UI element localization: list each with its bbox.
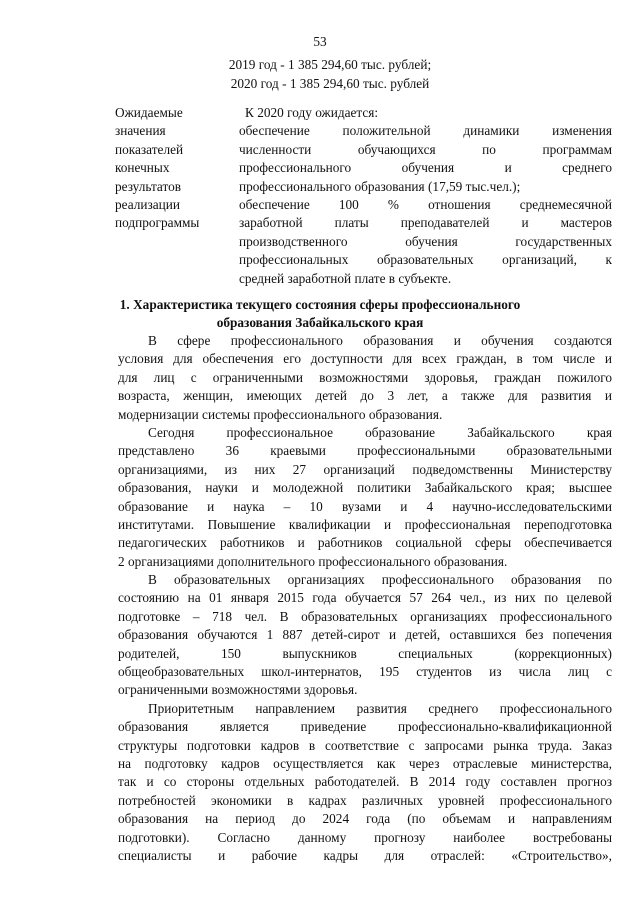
paragraph-line: 2 организациями дополнительного профессионального образования.	[118, 553, 508, 569]
table-label-line: показателей	[115, 141, 184, 157]
paragraph-line: образования на период до 2024 года (по объемам и направлениям	[118, 811, 612, 827]
paragraph-line: подготовки). Согласно данному прогнозу наиболее востребованы	[118, 829, 612, 845]
table-value-line: обеспечение 100 % отношения среднемесячной	[239, 196, 612, 212]
paragraph-line: условия для обеспечения его доступности для всех граждан, в том числе и	[118, 351, 612, 367]
paragraph-line: общеобразовательных школ-интернатов, 195 студентов из числа лиц с	[118, 664, 612, 680]
table-label-line: Ожидаемые	[115, 105, 183, 120]
paragraph-line: педагогических работников и работников социальной сферы обеспечивается	[118, 535, 612, 551]
funding-line-2019: 2019 год - 1 385 294,60 тыс. рублей;	[228, 57, 432, 72]
paragraph-line: родителей, 150 выпускников специальных (коррекционных)	[118, 645, 612, 661]
paragraph-line: образования является приведение профессионально-квалификационной	[118, 719, 612, 735]
paragraph-line: образования, науки и молодежной политики Забайкальского края; высшее	[118, 480, 612, 496]
page-number: 53	[313, 34, 327, 49]
table-value-line: профессионального обучения и среднего	[239, 160, 612, 176]
funding-line-2020: 2020 год - 1 385 294,60 тыс. рублей	[230, 76, 430, 91]
paragraph-line: на подготовку кадров осуществляется как через отраслевые министерства,	[118, 755, 612, 771]
paragraph-line: В образовательных организациях профессионального образования по	[148, 572, 612, 588]
table-label-line: подпрограммы	[115, 215, 200, 231]
table-value-line: средней заработной плате в субъекте.	[239, 270, 452, 286]
paragraph-line: институтами. Повышение квалификации и профессиональная переподготовка	[118, 516, 612, 532]
heading-line: 1. Характеристика текущего состояния сферы профессионального	[119, 297, 521, 312]
paragraph-line: модернизации системы профессионального образования.	[118, 406, 443, 422]
table-value-column	[239, 104, 612, 288]
table-value-line: профессионального образования (17,59 тыс.чел.);	[239, 178, 521, 194]
body-text	[118, 332, 612, 865]
table-label-line: значения	[115, 123, 166, 139]
paragraph-line: В сфере профессионального образования и обучения создаются	[148, 333, 612, 348]
paragraph-line: организациями, из них 27 организаций подведомственны Министерству	[118, 461, 612, 477]
paragraph-line: ограниченными возможностями здоровья.	[118, 682, 358, 698]
table-label-column	[115, 104, 225, 233]
table-value-line: обеспечение положительной динамики изменения	[239, 123, 612, 139]
paragraph-line: структуры подготовки кадров в соответствие с запросами рынка труда. Заказ	[118, 737, 612, 753]
paragraph-line: потребностей экономики в кадрах различных уровней профессионального	[118, 792, 612, 808]
paragraph-line: Приоритетным направлением развития среднего профессионального	[148, 700, 612, 716]
section-heading	[0, 296, 640, 333]
paragraph-line: специалисты и рабочие кадры для отраслей: «Строительство»,	[118, 847, 612, 863]
paragraph-line: возраста, женщин, имеющих детей до 3 лет, а также для развития и	[118, 388, 612, 404]
paragraph-line: образование и наука – 10 вузами и 4 научно-исследовательскими	[118, 498, 612, 514]
table-value-line: производственного обучения государственных	[239, 233, 612, 249]
paragraph-line: образования обучаются 1 887 детей-сирот и детей, оставшихся без попечения	[118, 627, 612, 643]
paragraph-line: подготовке – 718 чел. В образовательных организациях профессионального	[118, 608, 612, 624]
paragraph-line: Сегодня профессиональное образование Забайкальского края	[148, 424, 612, 440]
paragraph-line: для лиц с ограниченными возможностями здоровья, граждан пожилого	[118, 369, 612, 385]
paragraph-line: представлено 36 краевыми профессиональными образовательными	[118, 443, 612, 459]
table-value-line: К 2020 году ожидается:	[245, 105, 379, 120]
paragraph-line: так и со стороны отдельных работодателей. В 2014 году составлен прогноз	[118, 774, 612, 790]
table-value-line: профессиональных образовательных организаций, к	[239, 252, 612, 268]
table-value-line: численности обучающихся по программам	[239, 141, 612, 157]
table-label-line: реализации	[115, 196, 180, 212]
heading-line: образования Забайкальского края	[216, 315, 424, 331]
paragraph-line: состоянию на 01 января 2015 года обучается 57 264 чел., из них по целевой	[118, 590, 612, 606]
table-label-line: конечных	[115, 160, 170, 176]
table-value-line: заработной платы преподавателей и мастеров	[239, 215, 612, 231]
table-label-line: результатов	[115, 178, 182, 194]
